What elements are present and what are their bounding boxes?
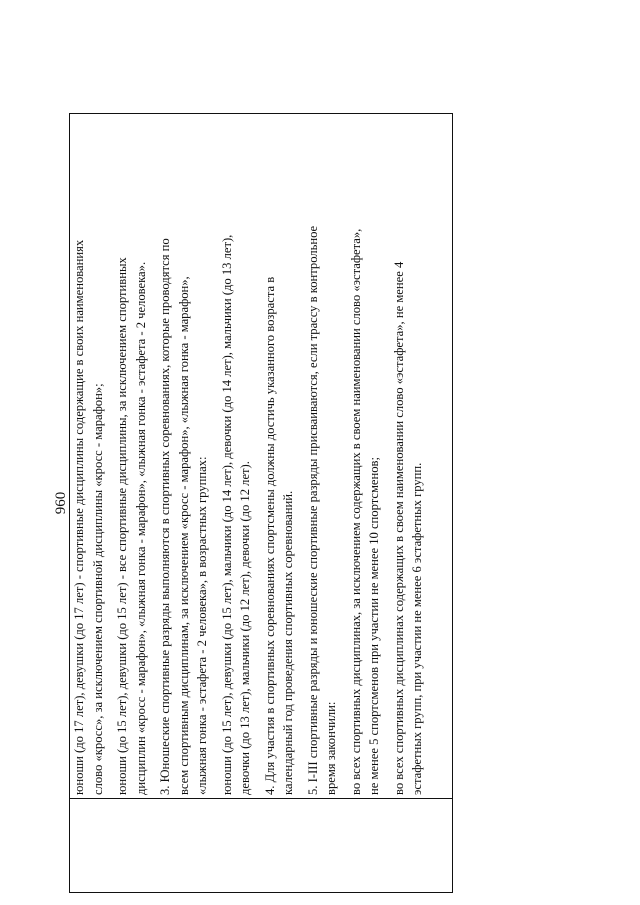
- paragraph-juniors-15: [113, 117, 150, 795]
- rotated-document: [53, 113, 453, 893]
- paragraph-item-3: [156, 117, 212, 795]
- table-content-cell: [70, 117, 433, 795]
- text-line: календарный год проведения спортивных соревнований.: [281, 490, 295, 795]
- paragraph-all-disciplines: [347, 117, 384, 795]
- text-line: 3. Юношеские спортивные разряды выполняются в спортивных соревнованиях, которые проводятся по: [158, 238, 172, 795]
- paragraph-juniors-17: [70, 117, 107, 795]
- document-table: [69, 113, 453, 893]
- text-line: юноши (до 15 лет), девушки (до 15 лет) - все спортивные дисциплины, за исключением спортивных: [115, 257, 129, 795]
- text-line: юноши (до 15 лет), девушки (до 15 лет), мальчики (до 14 лет), девочки (до 14 лет), мальчики (до 13 лет),: [219, 234, 234, 795]
- text-line: не менее 5 спортсменов при участии не менее 10 спортсменов;: [367, 456, 381, 795]
- text-line: время закончили:: [324, 701, 338, 795]
- paragraph-item-5: [304, 117, 341, 795]
- text-line: юноши (до 17 лет), девушки (до 17 лет) - спортивные дисциплины содержащие в своих наименованиях: [72, 239, 86, 795]
- paragraph-item-4: [261, 117, 298, 795]
- paragraph-relay: [390, 117, 427, 795]
- text-line: во всех спортивных дисциплинах, за исключением содержащих в своем наименовании слово «эстафета»,: [348, 228, 363, 795]
- page-number: 960: [53, 491, 69, 515]
- paragraph-age-groups: [218, 117, 255, 795]
- text-line: 5. I-III спортивные разряды и юношеские спортивные разряды присваиваются, если трассу в контрольное: [305, 225, 320, 795]
- text-line: всем спортивным дисциплинам, за исключением «кросс - марафон», «лыжная гонка - марафон»,: [176, 276, 191, 795]
- text-line: во всех спортивных дисциплинах содержащих в своем наименовании слово «эстафета», не менее 4: [391, 261, 406, 795]
- text-line: дисциплин «кросс - марафон», «лыжная гонка - марафон», «лыжная гонка - эстафета - 2 человека».: [133, 261, 148, 795]
- text-line: 4. Для участия в спортивных соревнованиях спортсмены должны достичь указанного возраста в: [262, 276, 277, 795]
- table-column-divider: [70, 798, 452, 799]
- text-line: эстафетных групп, при участии не менее 6 эстафетных групп.: [410, 462, 424, 795]
- text-line: девочки (до 13 лет), мальчики (до 12 лет), девочки (до 12 лет).: [238, 461, 252, 795]
- text-line: слово «кросс», за исключением спортивной дисциплины «кросс - марафон»;: [90, 383, 105, 795]
- text-line: «лыжная гонка - эстафета - 2 человека», в возрастных группах:: [195, 456, 209, 795]
